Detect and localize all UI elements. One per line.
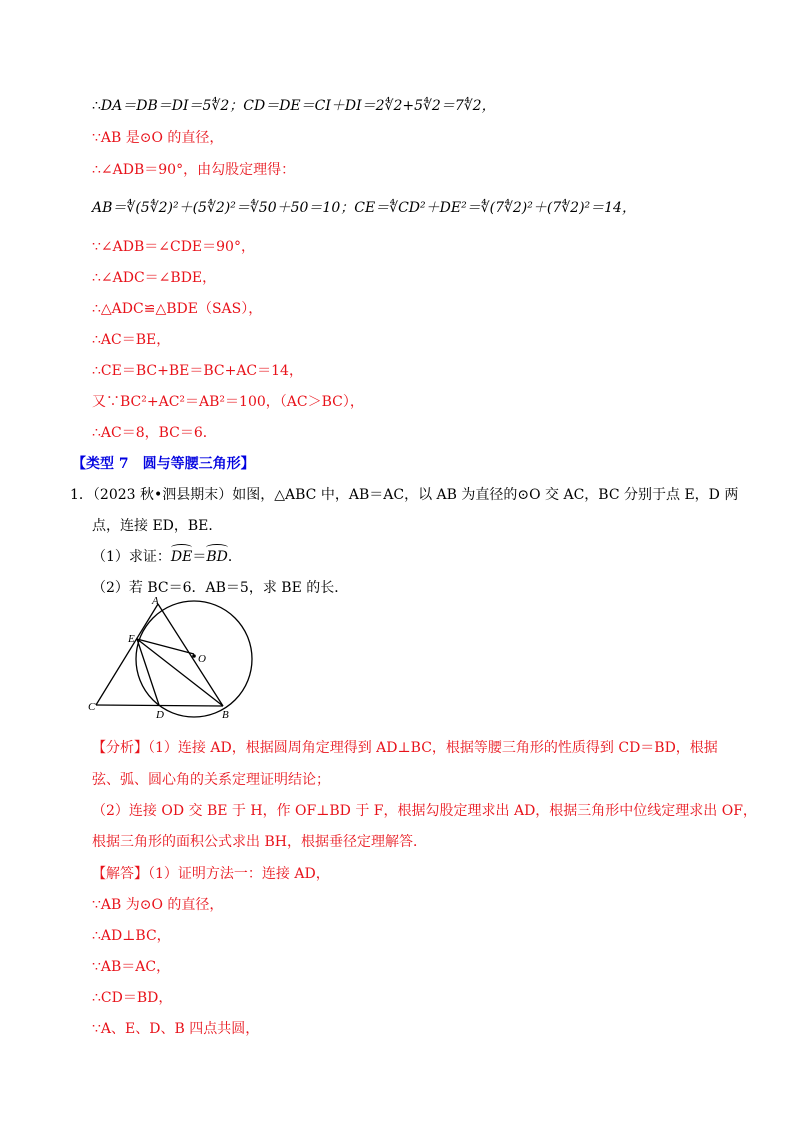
problem-text-2: 点，连接 ED，BE． <box>92 518 223 534</box>
answer-line-3: ∴AD⊥BC， <box>92 928 171 944</box>
solution-line-10: 又∵BC²+AC²＝AB²＝100，（AC＞BC）， <box>92 394 364 410</box>
problem-part-1: （1）求证：DE＝BD． <box>92 549 242 565</box>
segment-cb <box>96 705 223 706</box>
solution-line-11: ∴AC＝8，BC＝6． <box>92 425 217 441</box>
solution-line-9: ∴CE＝BC+BE＝BC+AC＝14， <box>92 363 303 379</box>
analysis-line-1: 【分析】（1）连接 AD，根据圆周角定理得到 AD⊥BC，根据等腰三角形的性质得到 CD＝BD，根据 <box>92 740 718 756</box>
label-b: B <box>222 709 229 721</box>
answer-line-5: ∴CD＝BD， <box>92 990 173 1006</box>
arc-bd: BD <box>206 549 228 565</box>
section-title: 【类型 7 圆与等腰三角形】 <box>72 456 255 472</box>
label-e: E <box>128 633 135 645</box>
analysis-line-3: （2）连接 OD 交 BE 于 H，作 OF⊥BD 于 F，根据勾股定理求出 AD，根据三角形中位线定理求出 OF， <box>92 803 757 819</box>
circle-o <box>136 601 252 717</box>
answer-line-4: ∵AB＝AC， <box>92 959 171 975</box>
solution-line-8: ∴AC＝BE， <box>92 332 171 348</box>
label-a: A <box>152 595 159 607</box>
answer-line-6: ∵A、E、D、B 四点共圆， <box>92 1021 260 1037</box>
answer-line-1: 【解答】（1）证明方法一：连接 AD， <box>92 866 330 882</box>
analysis-line-2: 弦、弧、圆心角的关系定理证明结论； <box>92 772 330 788</box>
solution-line-2: ∵AB 是⊙O 的直径， <box>92 130 224 146</box>
arc-de: DE <box>170 549 193 565</box>
solution-line-7: ∴△ADC≌△BDE（SAS）， <box>92 301 263 317</box>
solution-line-3: ∴∠ADB＝90°，由勾股定理得： <box>92 162 296 178</box>
analysis-line-4: 根据三角形的面积公式求出 BH，根据垂径定理解答． <box>92 834 427 850</box>
solution-line-5: ∵∠ADB＝∠CDE＝90°， <box>92 239 255 255</box>
solution-line-6: ∴∠ADC＝∠BDE， <box>92 270 217 286</box>
answer-line-2: ∵AB 为⊙O 的直径， <box>92 897 224 913</box>
label-d: D <box>156 709 164 721</box>
center-o-dot <box>192 654 196 658</box>
solution-line-1: ∴DA＝DB＝DI＝5∜2；CD＝DE＝CI＋DI＝2∜2+5∜2＝7∜2， <box>92 98 496 114</box>
label-c: C <box>88 701 96 713</box>
problem-text-1: 1．（2023 秋•泗县期末）如图，△ABC 中，AB＝AC，以 AB 为直径的⊙O 交 AC，BC 分别于点 E，D 两 <box>70 487 739 503</box>
solution-line-4: AB＝∜(5∜2)²＋(5∜2)²＝∜50＋50＝10；CE＝∜CD²＋DE²＝∜(7∜2)²＋(7∜2)²＝14， <box>92 200 636 216</box>
label-o: O <box>198 653 206 665</box>
geometry-figure <box>86 594 266 724</box>
segment-ab <box>158 604 223 706</box>
segment-ac <box>96 604 158 705</box>
problem-part-2: （2）若 BC＝6．AB＝5，求 BE 的长． <box>92 580 349 596</box>
